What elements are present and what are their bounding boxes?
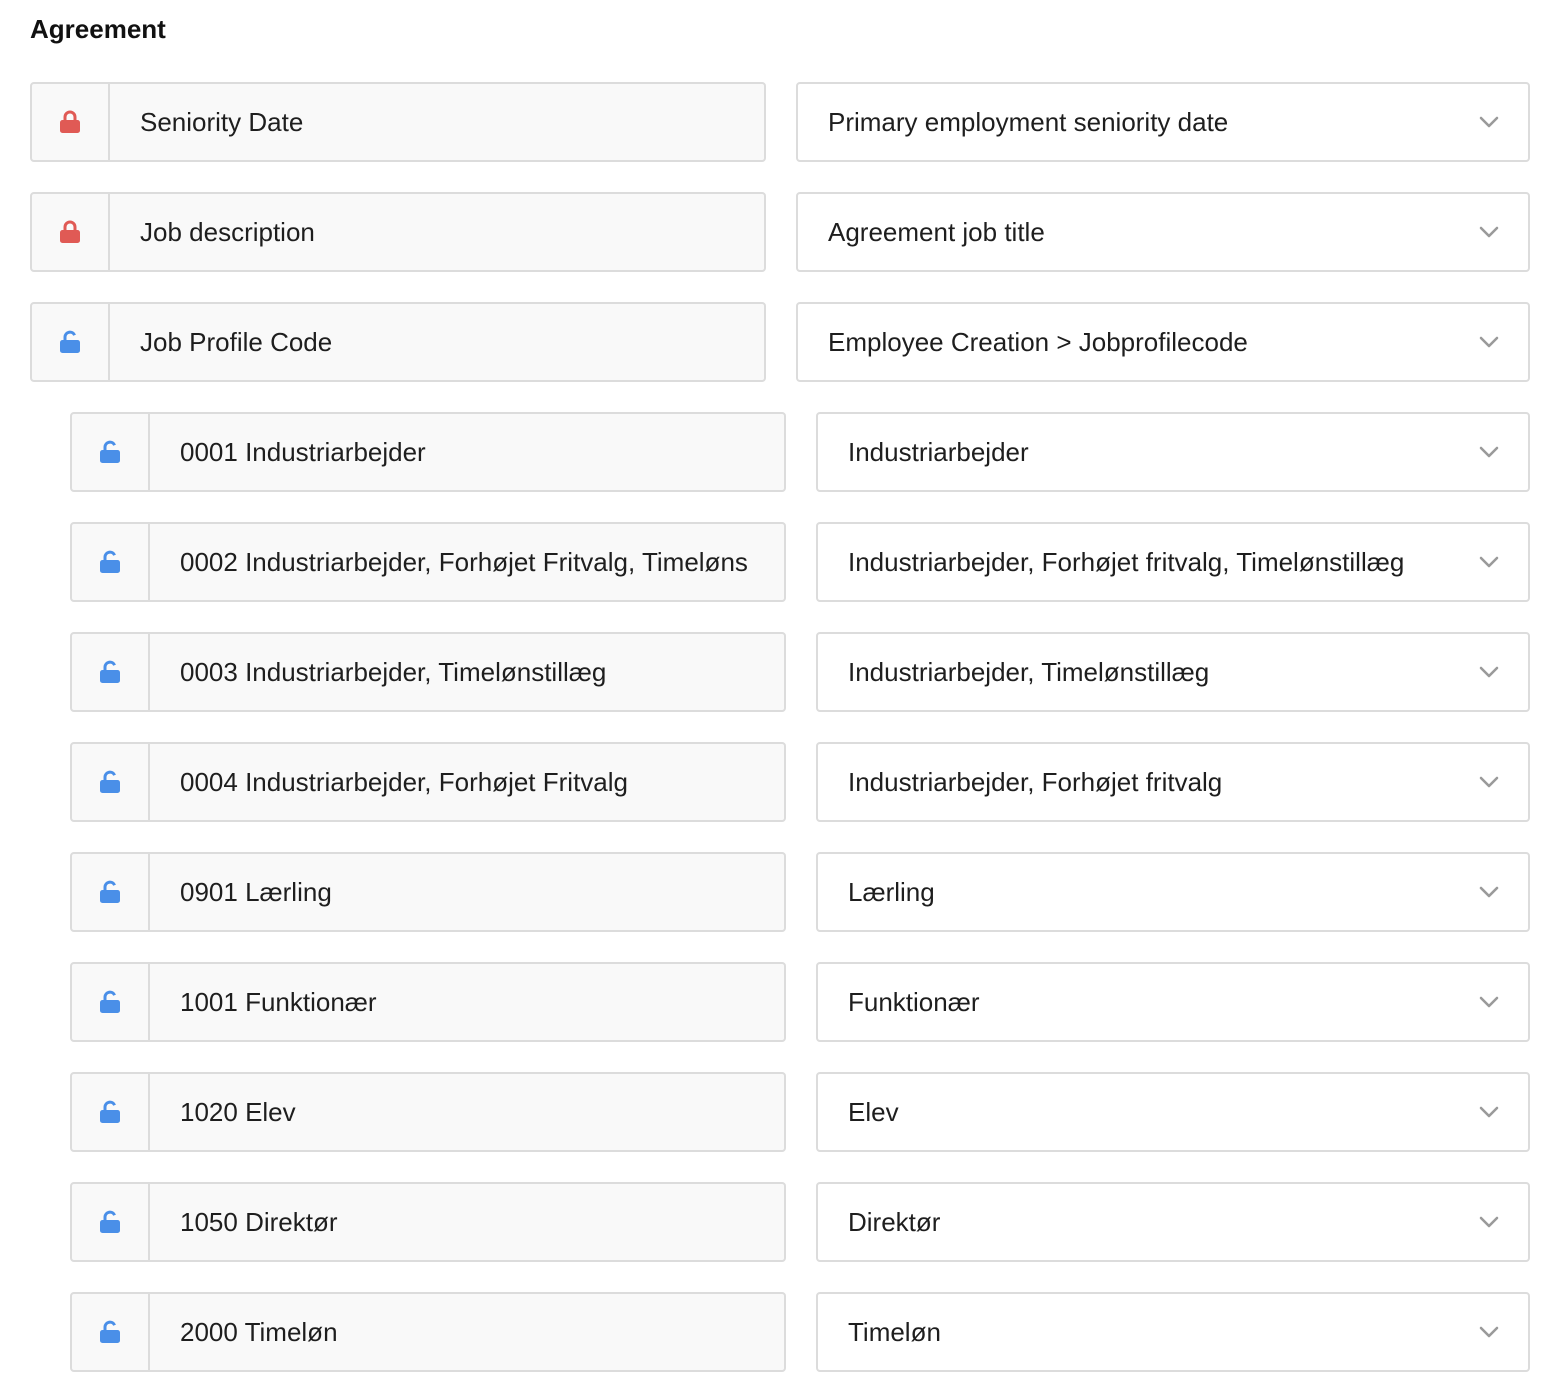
source-field — [30, 82, 766, 162]
source-label: 0901 Lærling — [180, 877, 332, 907]
mapping-row — [0, 1182, 1552, 1262]
lock-open-icon — [99, 1320, 121, 1344]
target-select[interactable] — [816, 1182, 1530, 1262]
mapping-row — [0, 522, 1552, 602]
target-select[interactable] — [816, 742, 1530, 822]
target-select[interactable] — [816, 522, 1530, 602]
section-title: Agreement — [30, 14, 166, 44]
lock-toggle-button[interactable] — [72, 854, 150, 930]
target-selected-value: Direktør — [848, 1207, 941, 1237]
source-field — [70, 412, 786, 492]
source-field — [70, 1292, 786, 1372]
target-selected-value: Elev — [848, 1097, 899, 1127]
mapping-row — [0, 82, 1552, 162]
target-select[interactable] — [796, 302, 1530, 382]
source-label: 1001 Funktionær — [180, 987, 377, 1017]
chevron-down-icon — [1478, 992, 1500, 1012]
chevron-down-icon — [1478, 772, 1500, 792]
source-field — [70, 522, 786, 602]
lock-closed-icon — [59, 220, 81, 244]
source-label: Job description — [140, 217, 315, 247]
chevron-down-icon — [1478, 1322, 1500, 1342]
mapping-row — [0, 192, 1552, 272]
lock-toggle-button[interactable] — [32, 84, 110, 160]
mapping-row — [0, 742, 1552, 822]
lock-toggle-button[interactable] — [32, 194, 110, 270]
target-selected-value: Industriarbejder, Forhøjet fritvalg, Timelønstillæg — [848, 547, 1405, 577]
source-field — [70, 962, 786, 1042]
target-selected-value: Agreement job title — [828, 217, 1045, 247]
mapping-row — [0, 852, 1552, 932]
chevron-down-icon — [1478, 332, 1500, 352]
lock-open-icon — [99, 990, 121, 1014]
target-selected-value: Lærling — [848, 877, 935, 907]
lock-toggle-button[interactable] — [72, 524, 150, 600]
target-selected-value: Industriarbejder, Forhøjet fritvalg — [848, 767, 1223, 797]
source-label: 1020 Elev — [180, 1097, 296, 1127]
lock-open-icon — [99, 550, 121, 574]
chevron-down-icon — [1478, 1102, 1500, 1122]
lock-toggle-button[interactable] — [32, 304, 110, 380]
lock-open-icon — [99, 1210, 121, 1234]
source-label: 2000 Timeløn — [180, 1317, 338, 1347]
lock-toggle-button[interactable] — [72, 964, 150, 1040]
target-select[interactable] — [816, 632, 1530, 712]
lock-open-icon — [99, 440, 121, 464]
source-label: 0004 Industriarbejder, Forhøjet Fritvalg — [180, 767, 628, 797]
source-label: 1050 Direktør — [180, 1207, 338, 1237]
target-selected-value: Primary employment seniority date — [828, 107, 1229, 137]
lock-toggle-button[interactable] — [72, 1294, 150, 1370]
lock-closed-icon — [59, 110, 81, 134]
mapping-row — [0, 412, 1552, 492]
chevron-down-icon — [1478, 882, 1500, 902]
target-select[interactable] — [816, 852, 1530, 932]
target-select[interactable] — [816, 1292, 1530, 1372]
source-label: 0003 Industriarbejder, Timelønstillæg — [180, 657, 607, 687]
mapping-row — [0, 1292, 1552, 1372]
mapping-row — [0, 962, 1552, 1042]
lock-toggle-button[interactable] — [72, 744, 150, 820]
chevron-down-icon — [1478, 552, 1500, 572]
source-field — [30, 302, 766, 382]
mapping-row — [0, 1072, 1552, 1152]
chevron-down-icon — [1478, 1212, 1500, 1232]
chevron-down-icon — [1478, 112, 1500, 132]
target-select[interactable] — [816, 962, 1530, 1042]
source-field — [70, 632, 786, 712]
lock-open-icon — [99, 660, 121, 684]
source-field — [30, 192, 766, 272]
target-select[interactable] — [816, 412, 1530, 492]
target-selected-value: Employee Creation > Jobprofilecode — [828, 327, 1248, 357]
lock-toggle-button[interactable] — [72, 414, 150, 490]
lock-open-icon — [99, 1100, 121, 1124]
target-selected-value: Industriarbejder, Timelønstillæg — [848, 657, 1210, 687]
target-select[interactable] — [816, 1072, 1530, 1152]
target-select[interactable] — [796, 82, 1530, 162]
target-selected-value: Industriarbejder — [848, 437, 1029, 467]
target-selected-value: Timeløn — [848, 1317, 941, 1347]
source-field — [70, 1072, 786, 1152]
mapping-row — [0, 302, 1552, 382]
lock-toggle-button[interactable] — [72, 1184, 150, 1260]
target-select[interactable] — [796, 192, 1530, 272]
source-field — [70, 852, 786, 932]
source-label: Job Profile Code — [140, 327, 333, 357]
target-selected-value: Funktionær — [848, 987, 980, 1017]
lock-open-icon — [99, 880, 121, 904]
source-label: 0002 Industriarbejder, Forhøjet Fritvalg, Timeløns — [180, 547, 748, 577]
mapping-row — [0, 632, 1552, 712]
source-field — [70, 1182, 786, 1262]
chevron-down-icon — [1478, 442, 1500, 462]
chevron-down-icon — [1478, 662, 1500, 682]
chevron-down-icon — [1478, 222, 1500, 242]
lock-toggle-button[interactable] — [72, 634, 150, 710]
source-label: Seniority Date — [140, 107, 304, 137]
lock-open-icon — [59, 330, 81, 354]
source-label: 0001 Industriarbejder — [180, 437, 426, 467]
source-field — [70, 742, 786, 822]
lock-open-icon — [99, 770, 121, 794]
lock-toggle-button[interactable] — [72, 1074, 150, 1150]
